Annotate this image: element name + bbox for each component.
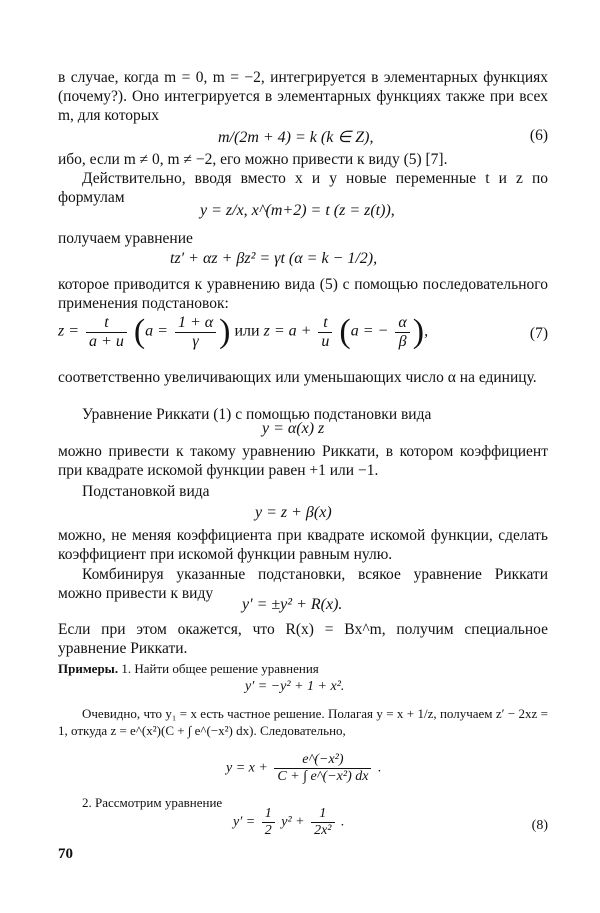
equation-8-number: (8) bbox=[531, 818, 548, 833]
example-2-title: 2. Рассмотрим уравнение bbox=[82, 795, 223, 810]
paragraph-6: соответственно увеличивающих или уменьшающих число α на единицу. bbox=[58, 369, 537, 386]
equation-6-number: (6) bbox=[529, 127, 548, 144]
equation-substitution: y = z/x, x^(m+2) = t (z = z(t)), bbox=[200, 202, 395, 219]
eq7-lhs1: z = bbox=[58, 322, 80, 340]
eq7-lhs2: z = a + bbox=[263, 322, 312, 340]
eq8-mid: y² + bbox=[281, 814, 305, 830]
examples-heading bbox=[58, 660, 548, 677]
equation-7-number: (7) bbox=[529, 325, 548, 342]
paragraph-10: можно, не меняя коэффициента при квадрате искомой функции, сделать коэффициент при искомой функции равным нулю. bbox=[58, 527, 548, 563]
final-lhs: y = x + bbox=[226, 760, 268, 776]
paragraph-8: можно привести к такому уравнению Риккати, в котором коэффициент при квадрате искомой функции равен +1 или −1. bbox=[58, 443, 548, 479]
equation-7: z = $\frac{t}{a + u}$ (a = $\frac{1 + \alpha}{\gamma}$ ) или z = a + $\frac{t}{u}$ (a = − $\frac{\alpha}{\beta}$ ), bbox=[58, 313, 429, 350]
paragraph-2: ибо, если m ≠ 0, m ≠ −2, его можно привести к виду (5) [7]. bbox=[58, 151, 448, 168]
final-frac: $\frac{\text{e\textasciicircum{}(−x²)}}{\text{C + ∫ e\textasciicircum{}(−x²) dx}}$ bbox=[274, 752, 371, 785]
eq7-frac4: $\frac{\alpha}{\beta}$ bbox=[395, 314, 409, 351]
eq8-frac2: $\frac{1}{\text{2x²}}$ bbox=[311, 806, 334, 839]
equation-final-solution: y = x + $\frac{\text{e\textasciicircum{}(−x²)}}{\text{C + ∫ e\textasciicircum{}(−x²) dx}}$ . bbox=[226, 752, 382, 784]
examples-label: Примеры. bbox=[58, 661, 119, 676]
equation-canonical: y′ = ±y² + R(x). bbox=[242, 596, 343, 613]
eq7-frac1: $\frac{t}{a + u}$ bbox=[86, 314, 127, 351]
equation-6: m/(2m + 4) = k (k ∈ Z), bbox=[218, 129, 374, 146]
paragraph-9: Подстановкой вида bbox=[82, 483, 210, 500]
paragraph-5: которое приводится к уравнению вида (5) с помощью последовательного применения подстановок: bbox=[58, 276, 548, 312]
equation-yzb: y = z + β(x) bbox=[255, 504, 332, 521]
eq7-a1: a = bbox=[145, 322, 168, 340]
paragraph-7: Уравнение Риккати (1) с помощью подстановки вида bbox=[82, 406, 432, 423]
paragraph-11: Комбинируя указанные подстановки, всякое уравнение Риккати можно привести к виду bbox=[58, 566, 548, 602]
paragraph-3: Действительно, вводя вместо x и y новые переменные t и z по формулам bbox=[58, 170, 548, 206]
equation-tz: tz′ + αz + βz² = γt (α = k − 1/2), bbox=[170, 250, 378, 267]
paragraph-12: Если при этом окажется, что R(x) = Bx^m, получим специальное уравнение Риккати. bbox=[58, 621, 548, 657]
equation-example-1: y′ = −y² + 1 + x². bbox=[245, 679, 345, 694]
equation-8: y′ = $\frac{1}{2}$ y² + $\frac{1}{\text{2x²}}$ . bbox=[233, 806, 345, 838]
example-1-title: 1. Найти общее решение уравнения bbox=[121, 661, 319, 676]
eq8-lhs: y′ = bbox=[233, 814, 256, 830]
eq8-frac1: $\frac{1}{2}$ bbox=[262, 806, 275, 839]
eq7-a2: a = − bbox=[350, 322, 389, 340]
eq7-or: или bbox=[234, 322, 260, 340]
example-1-text: Очевидно, что y₁ = x есть частное решение. Полагая y = x + 1/z, получаем z′ − 2xz = 1, откуда z = e^(x²)(C + ∫ e^(−x²) dx). Следовательно, bbox=[58, 706, 548, 738]
paragraph-1: в случае, когда m = 0, m = −2, интегрируется в элементарных функциях (почему?). Оно интегрируется в элементарных функциях также при всех m, для которых bbox=[58, 69, 548, 124]
eq7-frac3: $\frac{t}{u}$ bbox=[318, 314, 332, 351]
equation-yaz: y = α(x) z bbox=[262, 420, 325, 437]
eq7-frac2: $\frac{1 + \alpha}{\gamma}$ bbox=[175, 314, 216, 351]
paragraph-4: получаем уравнение bbox=[58, 230, 193, 247]
page-number: 70 bbox=[58, 846, 73, 862]
